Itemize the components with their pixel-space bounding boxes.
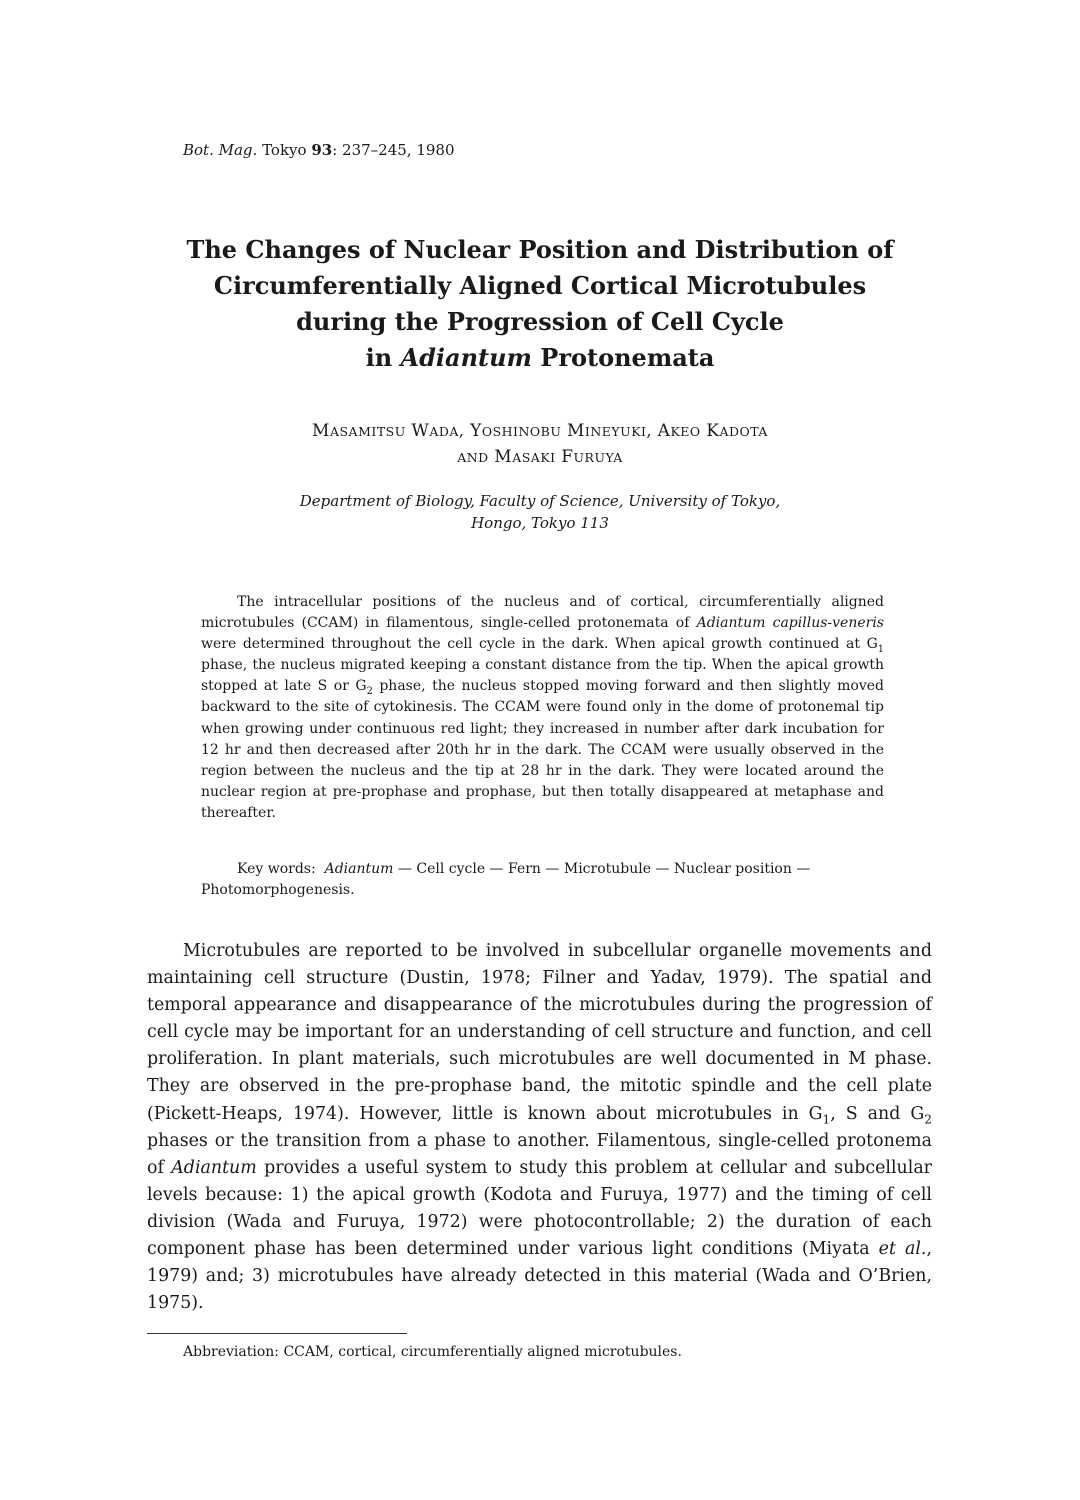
author-and: AND bbox=[457, 450, 489, 465]
body-part-3: phases or the transition from a phase to another. Filamentous, single-celled protonema of bbox=[147, 1130, 932, 1178]
author-2-last-rest: INEYUKI bbox=[584, 424, 647, 439]
author-4-first-initial: M bbox=[494, 447, 513, 467]
journal-citation bbox=[183, 141, 455, 159]
title-line-4 bbox=[150, 340, 930, 376]
body-genus: Adiantum bbox=[171, 1157, 257, 1178]
author-2-last-initial: M bbox=[566, 421, 585, 441]
footnote-divider bbox=[147, 1333, 407, 1334]
title-line-4-prefix: in bbox=[365, 343, 401, 372]
body-et-al: et al. bbox=[878, 1239, 927, 1260]
author-line-2 bbox=[150, 444, 930, 470]
author-1-last-initial: W bbox=[411, 421, 430, 441]
keywords-list: — Cell cycle — Fern — Microtubule — Nuclear position — Photomorphogenesis. bbox=[201, 861, 811, 898]
abstract-species: Adiantum capillus-veneris bbox=[696, 615, 884, 632]
author-4-first-rest: ASAKI bbox=[512, 450, 556, 465]
author-3-last-initial: K bbox=[706, 421, 720, 441]
author-2-first-initial: Y bbox=[470, 421, 482, 441]
body-subscript-2: 2 bbox=[924, 1112, 932, 1127]
abstract-subscript-2: 2 bbox=[366, 686, 373, 698]
title-genus: Adiantum bbox=[400, 343, 532, 372]
body-part-1: Microtubules are reported to be involved in subcellular organelle movements and maintaining cell structure (Dustin, 1978; Filner and Yadav, 1979). The spatial and temporal appearance and disappearance of the microtubules during the progression of cell cycle may be important for an understanding of cell structure and function, and cell proliferation. In plant materials, such microtubules are well documented in M phase. They are observed in the pre-prophase band, the mitotic spindle and the cell plate (Pickett-Heaps, 1974). However, little is known about microtubules in G bbox=[147, 941, 932, 1124]
keywords-genus: Adiantum bbox=[324, 861, 394, 877]
author-2-first-rest: OSHINOBU bbox=[481, 424, 562, 439]
journal-name: Bot. Mag. bbox=[183, 141, 258, 159]
abstract-part-4: phase, the nucleus stopped moving forward and then slightly moved backward to the site of cytokinesis. The CCAM were found only in the dome of protonemal tip when growing under continuous red light; they increased in number after dark incubation for 12 hr and then decreased after 20th hr in the dark. The CCAM were usually observed in the region between the nucleus and the tip at 28 hr in the dark. They were located around the nuclear region at pre-prophase and prophase, but then totally disappeared at metaphase and thereafter. bbox=[201, 678, 885, 821]
body-part-5: , 1979) and; 3) microtubules have already detected in this material (Wada and O’Brien, 1975). bbox=[147, 1239, 932, 1314]
abstract-part-1: The intracellular positions of the nucleus and of cortical, circumferentially aligned microtubules (CCAM) in filamentous, single-celled protonemata of bbox=[201, 594, 884, 632]
author-list bbox=[150, 418, 930, 470]
abstract-subscript-1: 1 bbox=[877, 643, 884, 655]
keywords-label: Key words: bbox=[237, 861, 316, 877]
journal-pages: : 237–245, 1980 bbox=[332, 141, 455, 159]
author-3-first-rest: KEO bbox=[670, 424, 701, 439]
author-4-last-initial: F bbox=[561, 447, 574, 467]
body-part-2: , S and G bbox=[830, 1103, 925, 1124]
journal-city: Tokyo bbox=[262, 141, 307, 159]
affiliation-line-1: Department of Biology, Faculty of Science, University of Tokyo, bbox=[299, 492, 781, 510]
author-1-first-initial: M bbox=[312, 421, 330, 441]
body-part-4: provides a useful system to study this problem at cellular and subcellular levels because: 1) the apical growth (Kodota and Furuya, 1977) and the timing of cell division (Wada and Furuya, 1972) were photocontrollable; 2) the duration of each component phase has been determined under various light conditions (Miyata bbox=[147, 1157, 932, 1260]
title-line-2: Circumferentially Aligned Cortical Microtubules bbox=[213, 271, 867, 300]
author-line-1: MASAMITSU WADA, YOSHINOBU MINEYUKI, AKEO KADOTA bbox=[312, 421, 768, 441]
affiliation-line-2: Hongo, Tokyo 113 bbox=[471, 514, 609, 532]
keywords bbox=[201, 859, 884, 901]
paper-title bbox=[150, 232, 930, 376]
title-line-1: The Changes of Nuclear Position and Distribution of bbox=[186, 235, 894, 264]
author-3-first-initial: A bbox=[657, 421, 671, 441]
journal-volume: 93 bbox=[311, 141, 333, 159]
footnote: Abbreviation: CCAM, cortical, circumferentially aligned microtubules. bbox=[183, 1344, 682, 1360]
body-paragraph bbox=[147, 938, 932, 1317]
abstract bbox=[201, 592, 884, 824]
author-1-first-rest: ASAMITSU bbox=[329, 424, 406, 439]
author-3-last-rest: ADOTA bbox=[719, 424, 768, 439]
author-4-last-rest: URUYA bbox=[573, 450, 623, 465]
abstract-part-3: phase, the nucleus migrated keeping a constant distance from the tip. When the apical growth stopped at late S or G bbox=[201, 657, 884, 695]
author-1-last-rest: ADA bbox=[429, 424, 459, 439]
abstract-part-2: were determined throughout the cell cycle in the dark. When apical growth continued at G bbox=[201, 636, 878, 653]
title-line-3: during the Progression of Cell Cycle bbox=[296, 307, 784, 336]
affiliation bbox=[150, 490, 930, 534]
body-subscript-1: 1 bbox=[822, 1112, 831, 1127]
title-line-4-suffix: Protonemata bbox=[531, 343, 715, 372]
